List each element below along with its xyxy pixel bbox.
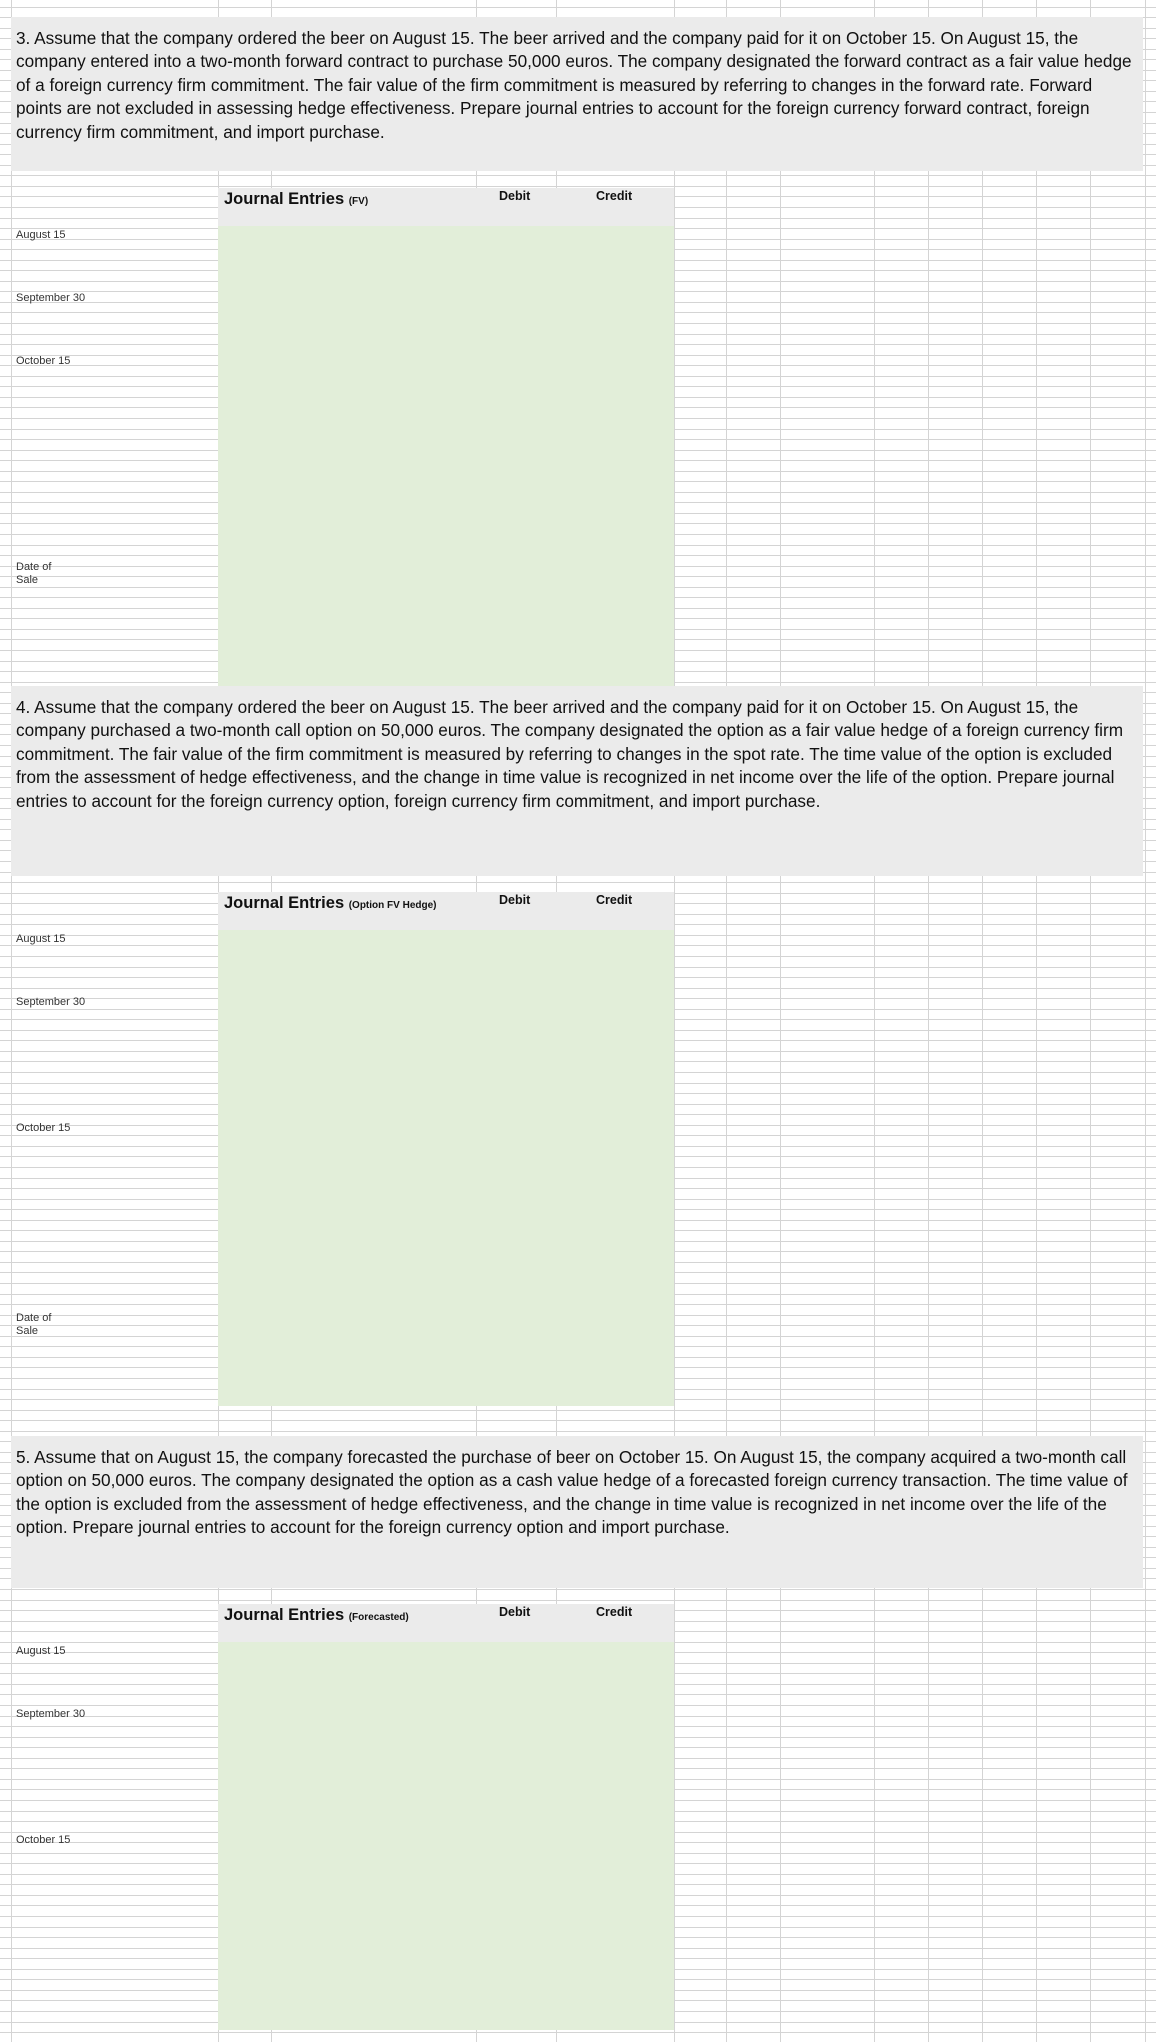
credit-column-header: Credit — [596, 1605, 633, 1619]
date-label-date-of-sale: Date of Sale — [16, 561, 52, 586]
problem-4-text: 4. Assume that the company ordered the beer on August 15. The beer arrived and the company paid for it on October 15. On August 15, the company purchased a two-month call option on 50,000 euros. The company designated the option as a fair value hedge of a foreign currency firm commitment. The fair value of the firm commitment is measured by referring to changes in the spot rate. The time value of the option is excluded from the assessment of hedge effectiveness, and the change in time value is recognized in net income over the life of the option. Prepare journal entries to account for the foreign currency option, foreign currency firm commitment, and import purchase. — [16, 697, 1124, 811]
date-label-date-of-sale: Date of Sale — [16, 1312, 52, 1337]
problem-4-text-block — [11, 686, 1143, 876]
journal-header-fv — [218, 188, 674, 226]
date-label-october-15: October 15 — [16, 355, 71, 367]
journal-title: Journal Entries (Option FV Hedge) — [224, 894, 437, 912]
date-label-august-15: August 15 — [16, 1645, 66, 1657]
journal-entry-area-forecasted[interactable] — [218, 1642, 674, 2030]
journal-header-forecasted — [218, 1604, 674, 1642]
date-label-september-30: September 30 — [16, 1708, 86, 1720]
date-label-october-15: October 15 — [16, 1122, 71, 1134]
journal-title: Journal Entries (Forecasted) — [224, 1606, 409, 1624]
credit-column-header: Credit — [596, 893, 633, 907]
credit-column-header: Credit — [596, 189, 633, 203]
journal-entry-area-option-fv-hedge[interactable] — [218, 930, 674, 1406]
debit-column-header: Debit — [499, 1605, 531, 1619]
journal-title: Journal Entries (FV) — [224, 190, 369, 208]
problem-3-text-block — [11, 17, 1143, 171]
problem-3-text: 3. Assume that the company ordered the beer on August 15. The beer arrived and the company paid for it on October 15. On August 15, the company entered into a two-month forward contract to purchase 50,000 euros. The company designated the forward contract as a fair value hedge of a foreign currency firm commitment. The fair value of the firm commitment is measured by referring to changes in the forward rate. Forward points are not excluded in assessing hedge effectiveness. Prepare journal entries to account for the foreign currency forward contract, foreign currency firm commitment, and import purchase. — [16, 28, 1132, 142]
date-label-september-30: September 30 — [16, 996, 86, 1008]
journal-header-option-fv-hedge — [218, 892, 674, 930]
date-label-september-30: September 30 — [16, 292, 86, 304]
debit-column-header: Debit — [499, 189, 531, 203]
date-label-october-15: October 15 — [16, 1834, 71, 1846]
journal-entry-area-fv[interactable] — [218, 226, 674, 686]
problem-5-text-block — [11, 1436, 1143, 1588]
date-label-august-15: August 15 — [16, 229, 66, 241]
debit-column-header: Debit — [499, 893, 531, 907]
date-label-august-15: August 15 — [16, 933, 66, 945]
problem-5-text: 5. Assume that on August 15, the company forecasted the purchase of beer on October 15. On August 15, the company acquired a two-month call option on 50,000 euros. The company designated the option as a cash value hedge of a forecasted foreign currency transaction. The time value of the option is excluded from the assessment of hedge effectiveness, and the change in time value is recognized in net income over the life of the option. Prepare journal entries to account for the foreign currency option and import purchase. — [16, 1447, 1128, 1538]
